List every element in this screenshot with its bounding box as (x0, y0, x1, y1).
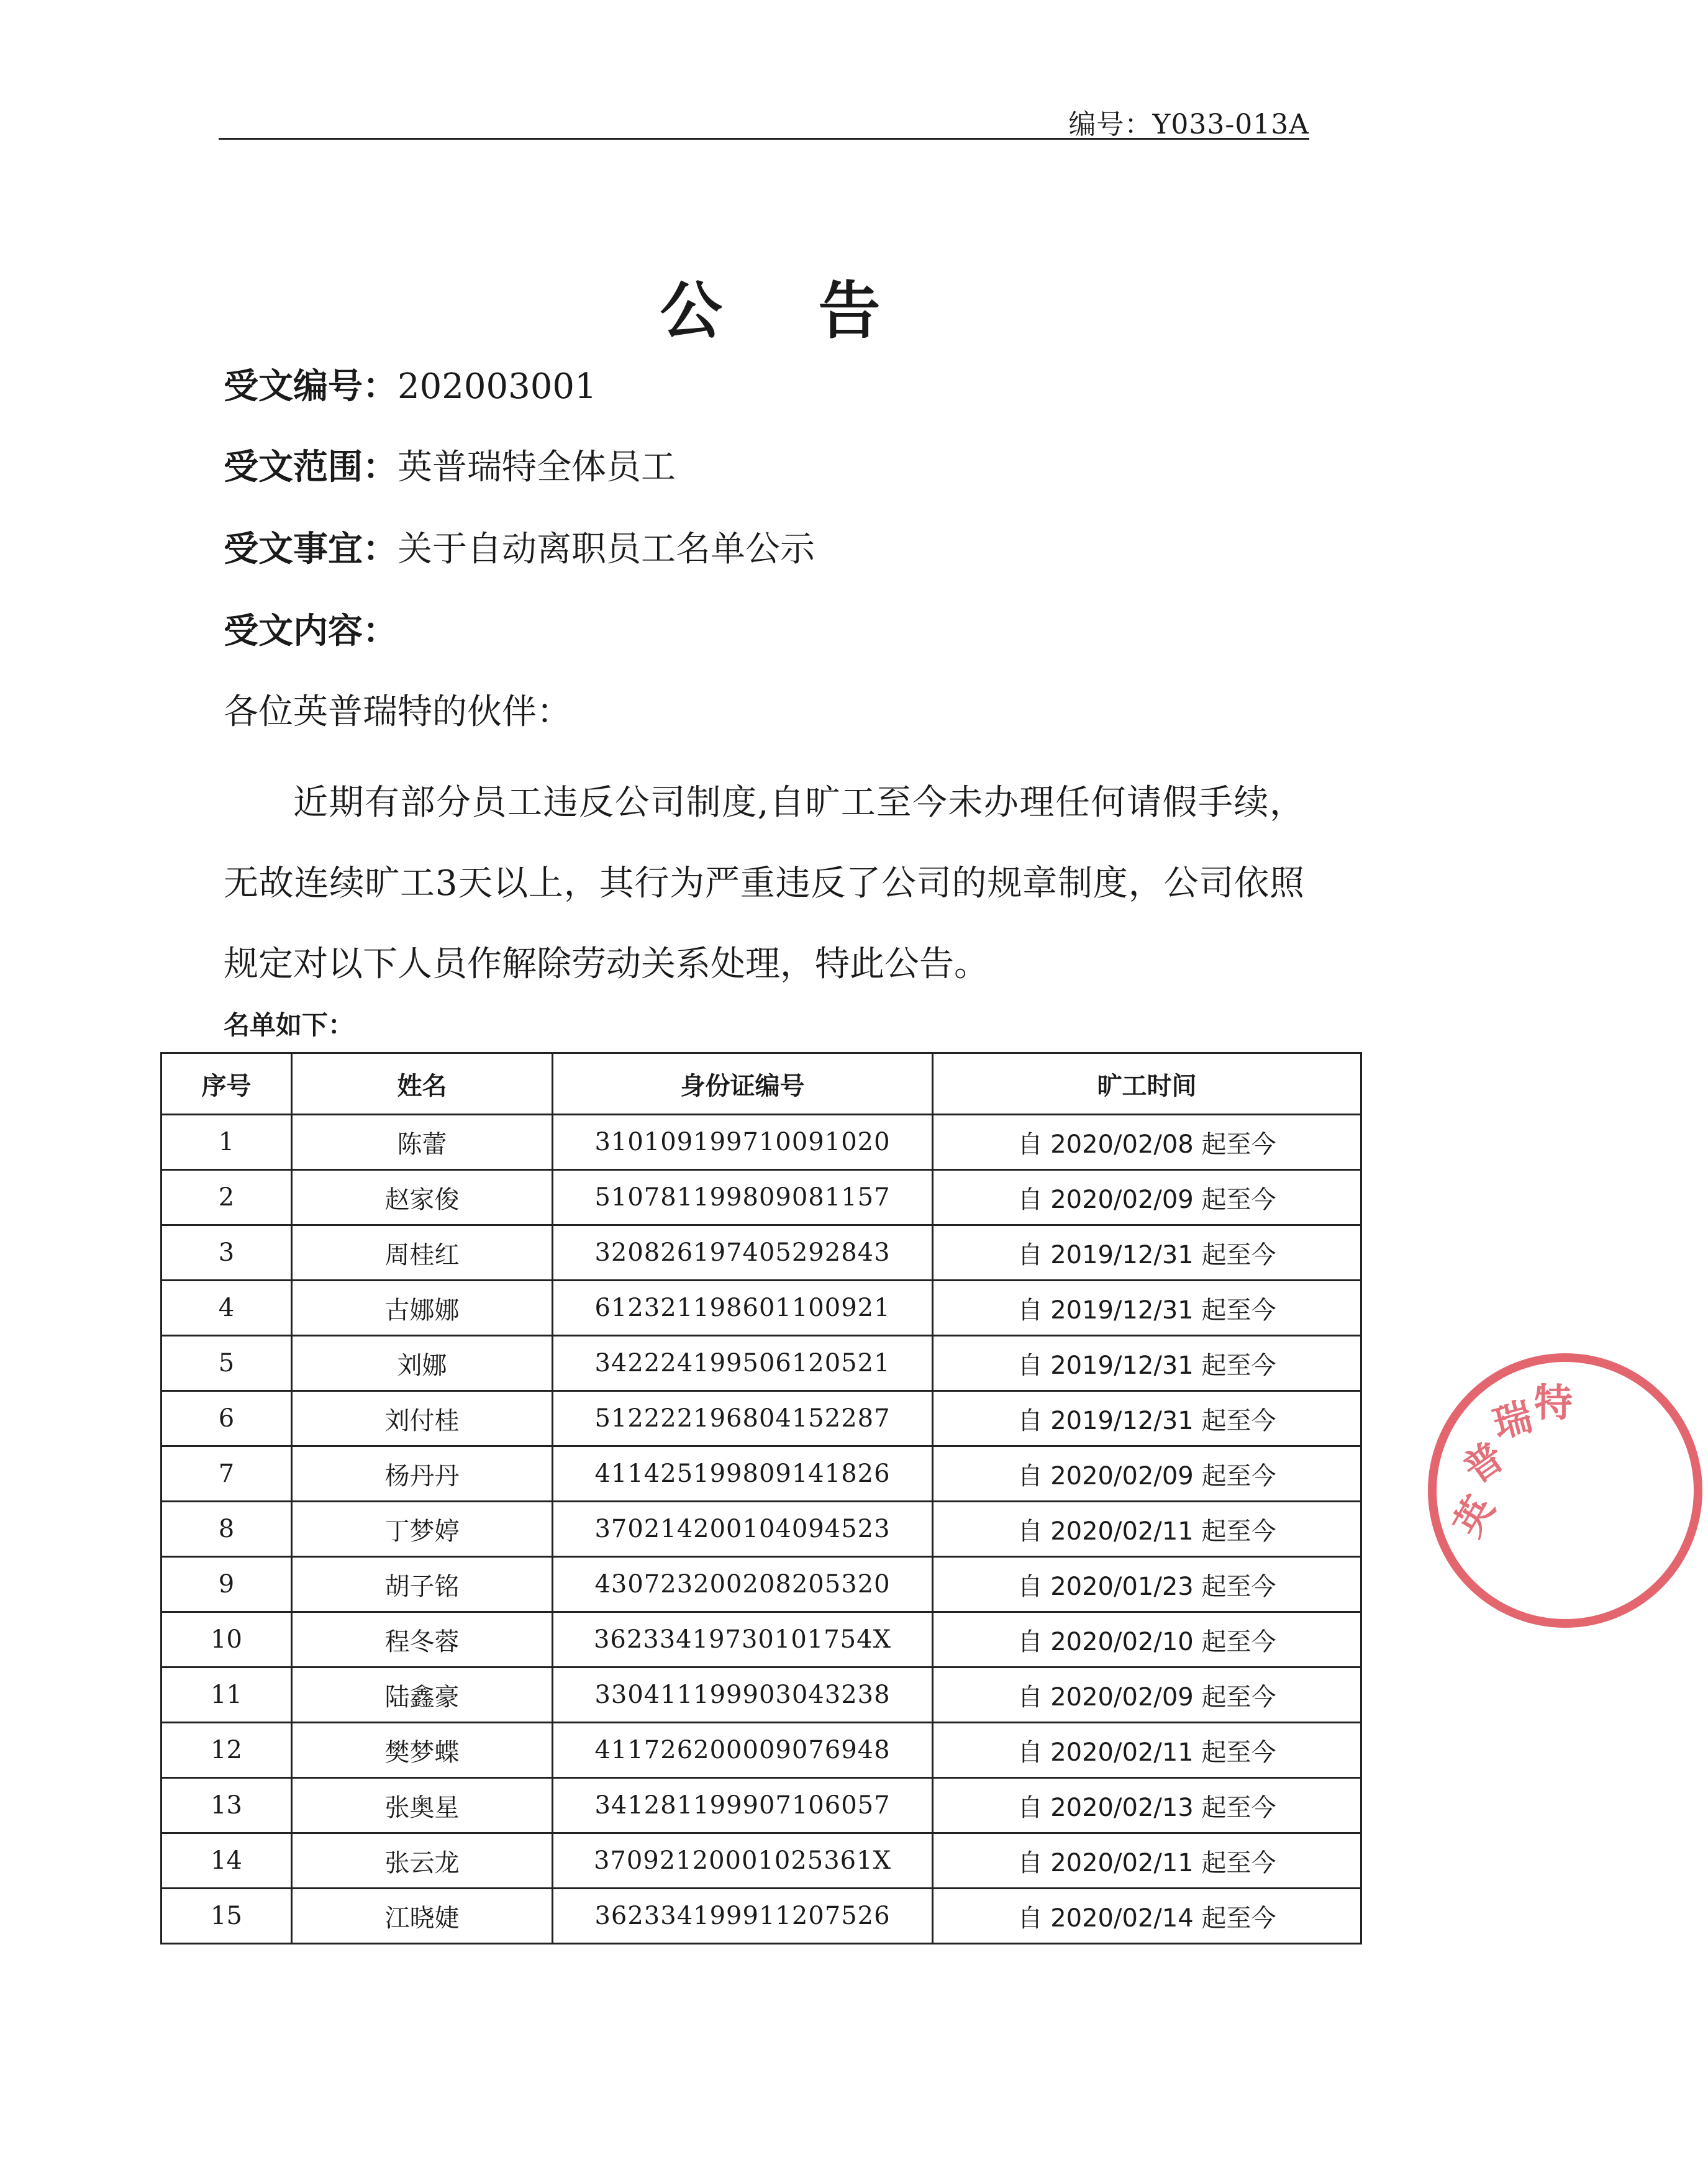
row-absence-time: 自 2020/02/11 起至今 (933, 1502, 1361, 1557)
row-id-number: 330411199903043238 (553, 1668, 933, 1723)
row-index: 11 (161, 1668, 292, 1723)
svg-text:英: 英 (1445, 1488, 1504, 1545)
field-number (224, 359, 597, 409)
row-id-number: 36233419730101754X (553, 1612, 933, 1668)
row-absence-time: 自 2020/02/10 起至今 (933, 1612, 1361, 1668)
document-code: 编号：Y033-013A (1068, 109, 1309, 140)
row-name: 胡子铭 (292, 1557, 553, 1612)
field-content-label: 受文内容： (224, 611, 397, 651)
row-absence-time: 自 2020/02/09 起至今 (933, 1170, 1361, 1225)
row-index: 9 (161, 1557, 292, 1612)
row-id-number: 320826197405292843 (553, 1225, 933, 1281)
row-id-number: 37092120001025361X (553, 1833, 933, 1889)
row-absence-time: 自 2019/12/31 起至今 (933, 1225, 1361, 1281)
table-row (161, 1668, 1361, 1723)
table-row (161, 1446, 1361, 1502)
table-row (161, 1391, 1361, 1446)
table-header-row (161, 1053, 1361, 1115)
svg-text:特: 特 (1534, 1380, 1573, 1425)
field-subject-value: 关于自动离职员工名单公示 (397, 529, 815, 569)
row-index: 1 (161, 1115, 292, 1170)
row-index: 4 (161, 1281, 292, 1336)
row-id-number: 411425199809141826 (553, 1446, 933, 1502)
row-absence-time: 自 2019/12/31 起至今 (933, 1281, 1361, 1336)
header-absence-time: 旷工时间 (933, 1053, 1361, 1115)
row-name: 丁梦婷 (292, 1502, 553, 1557)
list-label: 名单如下： (224, 1010, 355, 1040)
row-id-number: 341281199907106057 (553, 1778, 933, 1833)
field-subject-label: 受文事宜： (224, 529, 397, 569)
row-index: 15 (161, 1889, 292, 1944)
row-absence-time: 自 2019/12/31 起至今 (933, 1336, 1361, 1391)
row-absence-time: 自 2019/12/31 起至今 (933, 1391, 1361, 1446)
table-row (161, 1723, 1361, 1778)
header-rule (219, 138, 1309, 140)
row-name: 张奥星 (292, 1778, 553, 1833)
table-row (161, 1281, 1361, 1336)
row-absence-time: 自 2020/02/08 起至今 (933, 1115, 1361, 1170)
header-id-number: 身份证编号 (553, 1053, 933, 1115)
row-absence-time: 自 2020/02/11 起至今 (933, 1723, 1361, 1778)
body-paragraph: 近期有部分员工违反公司制度,自旷工至今未办理任何请假手续，无故连续旷工3天以上，其行为严重违反了公司的规章制度，公司依照规定对以下人员作解除劳动关系处理，特此公告。 (224, 783, 1304, 984)
row-name: 程冬蓉 (292, 1612, 553, 1668)
row-id-number: 370214200104094523 (553, 1502, 933, 1557)
row-name: 周桂红 (292, 1225, 553, 1281)
table-row (161, 1557, 1361, 1612)
table-row (161, 1115, 1361, 1170)
table-row (161, 1889, 1361, 1944)
row-index: 5 (161, 1336, 292, 1391)
row-name: 赵家俊 (292, 1170, 553, 1225)
row-index: 14 (161, 1833, 292, 1889)
field-scope-value: 英普瑞特全体员工 (397, 447, 676, 488)
row-id-number: 362334199911207526 (553, 1889, 933, 1944)
field-scope (224, 440, 676, 489)
row-absence-time: 自 2020/02/14 起至今 (933, 1889, 1361, 1944)
header-index: 序号 (161, 1053, 292, 1115)
table-row (161, 1225, 1361, 1281)
row-index: 2 (161, 1170, 292, 1225)
row-index: 8 (161, 1502, 292, 1557)
field-scope-label: 受文范围： (224, 447, 397, 488)
row-name: 杨丹丹 (292, 1446, 553, 1502)
row-name: 陈蕾 (292, 1115, 553, 1170)
field-content (224, 604, 397, 653)
svg-text:瑞: 瑞 (1488, 1393, 1537, 1448)
dismissal-table (160, 1052, 1362, 1944)
field-number-label: 受文编号： (224, 366, 397, 407)
row-absence-time: 自 2020/02/13 起至今 (933, 1778, 1361, 1833)
row-index: 3 (161, 1225, 292, 1281)
row-name: 陆鑫豪 (292, 1668, 553, 1723)
row-name: 樊梦蝶 (292, 1723, 553, 1778)
table-body (161, 1115, 1361, 1944)
table-row (161, 1170, 1361, 1225)
row-index: 13 (161, 1778, 292, 1833)
row-id-number: 342224199506120521 (553, 1336, 933, 1391)
table-row (161, 1502, 1361, 1557)
row-id-number: 430723200208205320 (553, 1557, 933, 1612)
row-name: 古娜娜 (292, 1281, 553, 1336)
field-subject (224, 522, 815, 571)
company-seal (1422, 1348, 1708, 1633)
row-absence-time: 自 2020/02/11 起至今 (933, 1833, 1361, 1889)
table-row (161, 1336, 1361, 1391)
header-name: 姓名 (292, 1053, 553, 1115)
row-name: 江晓婕 (292, 1889, 553, 1944)
row-id-number: 310109199710091020 (553, 1115, 933, 1170)
row-index: 12 (161, 1723, 292, 1778)
salutation: 各位英普瑞特的伙伴： (224, 692, 571, 732)
page-title: 公 告 (660, 275, 918, 347)
row-id-number: 612321198601100921 (553, 1281, 933, 1336)
row-index: 6 (161, 1391, 292, 1446)
svg-text:普: 普 (1455, 1433, 1513, 1493)
table-row (161, 1778, 1361, 1833)
row-id-number: 512222196804152287 (553, 1391, 933, 1446)
row-index: 10 (161, 1612, 292, 1668)
row-id-number: 510781199809081157 (553, 1170, 933, 1225)
row-absence-time: 自 2020/01/23 起至今 (933, 1557, 1361, 1612)
row-index: 7 (161, 1446, 292, 1502)
row-name: 刘娜 (292, 1336, 553, 1391)
row-name: 张云龙 (292, 1833, 553, 1889)
table-row (161, 1833, 1361, 1889)
table-row (161, 1612, 1361, 1668)
row-absence-time: 自 2020/02/09 起至今 (933, 1446, 1361, 1502)
row-name: 刘付桂 (292, 1391, 553, 1446)
row-id-number: 411726200009076948 (553, 1723, 933, 1778)
row-absence-time: 自 2020/02/09 起至今 (933, 1668, 1361, 1723)
field-number-value: 202003001 (397, 366, 597, 407)
